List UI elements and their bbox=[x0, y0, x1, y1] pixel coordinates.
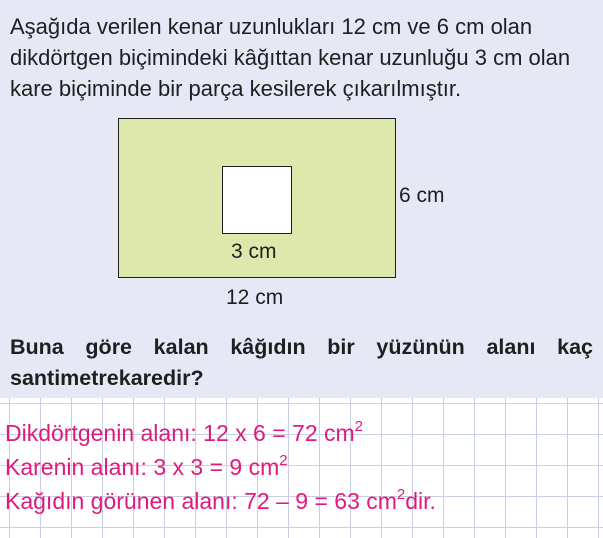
solution-line-text: Karenin alanı: 3 x 3 = 9 cm bbox=[5, 454, 280, 480]
exponent: 2 bbox=[279, 452, 288, 469]
solution-line-text: Dikdörtgenin alanı: 12 x 6 = 72 cm bbox=[5, 420, 355, 446]
rectangle-width-label: 12 cm bbox=[226, 286, 284, 309]
solution-line-suffix: dir. bbox=[405, 488, 436, 514]
solution-line-remaining-area bbox=[5, 486, 436, 516]
exponent: 2 bbox=[396, 486, 406, 503]
square-side-label: 3 cm bbox=[231, 240, 277, 263]
solution-line-rectangle-area bbox=[5, 418, 363, 448]
rectangle-height-label: 6 cm bbox=[399, 184, 445, 207]
solution-grid bbox=[0, 398, 603, 538]
solution-line-text: Kağıdın görünen alanı: 72 – 9 = 63 cm bbox=[5, 488, 397, 514]
exponent: 2 bbox=[354, 418, 364, 435]
question-text: Buna göre kalan kâğıdın bir yüzünün alanı kaç santimetrekaredir? bbox=[10, 335, 593, 390]
solution-line-square-area bbox=[5, 452, 288, 482]
problem-text: Aşağıda verilen kenar uzunlukları 12 cm ve 6 cm olan dikdörtgen biçimindeki kâğıttan kenar uzunluğu 3 cm olan kare biçiminde bir parça kesilerek çıkarılmıştır. bbox=[10, 14, 571, 101]
cut-out-square bbox=[222, 166, 292, 234]
